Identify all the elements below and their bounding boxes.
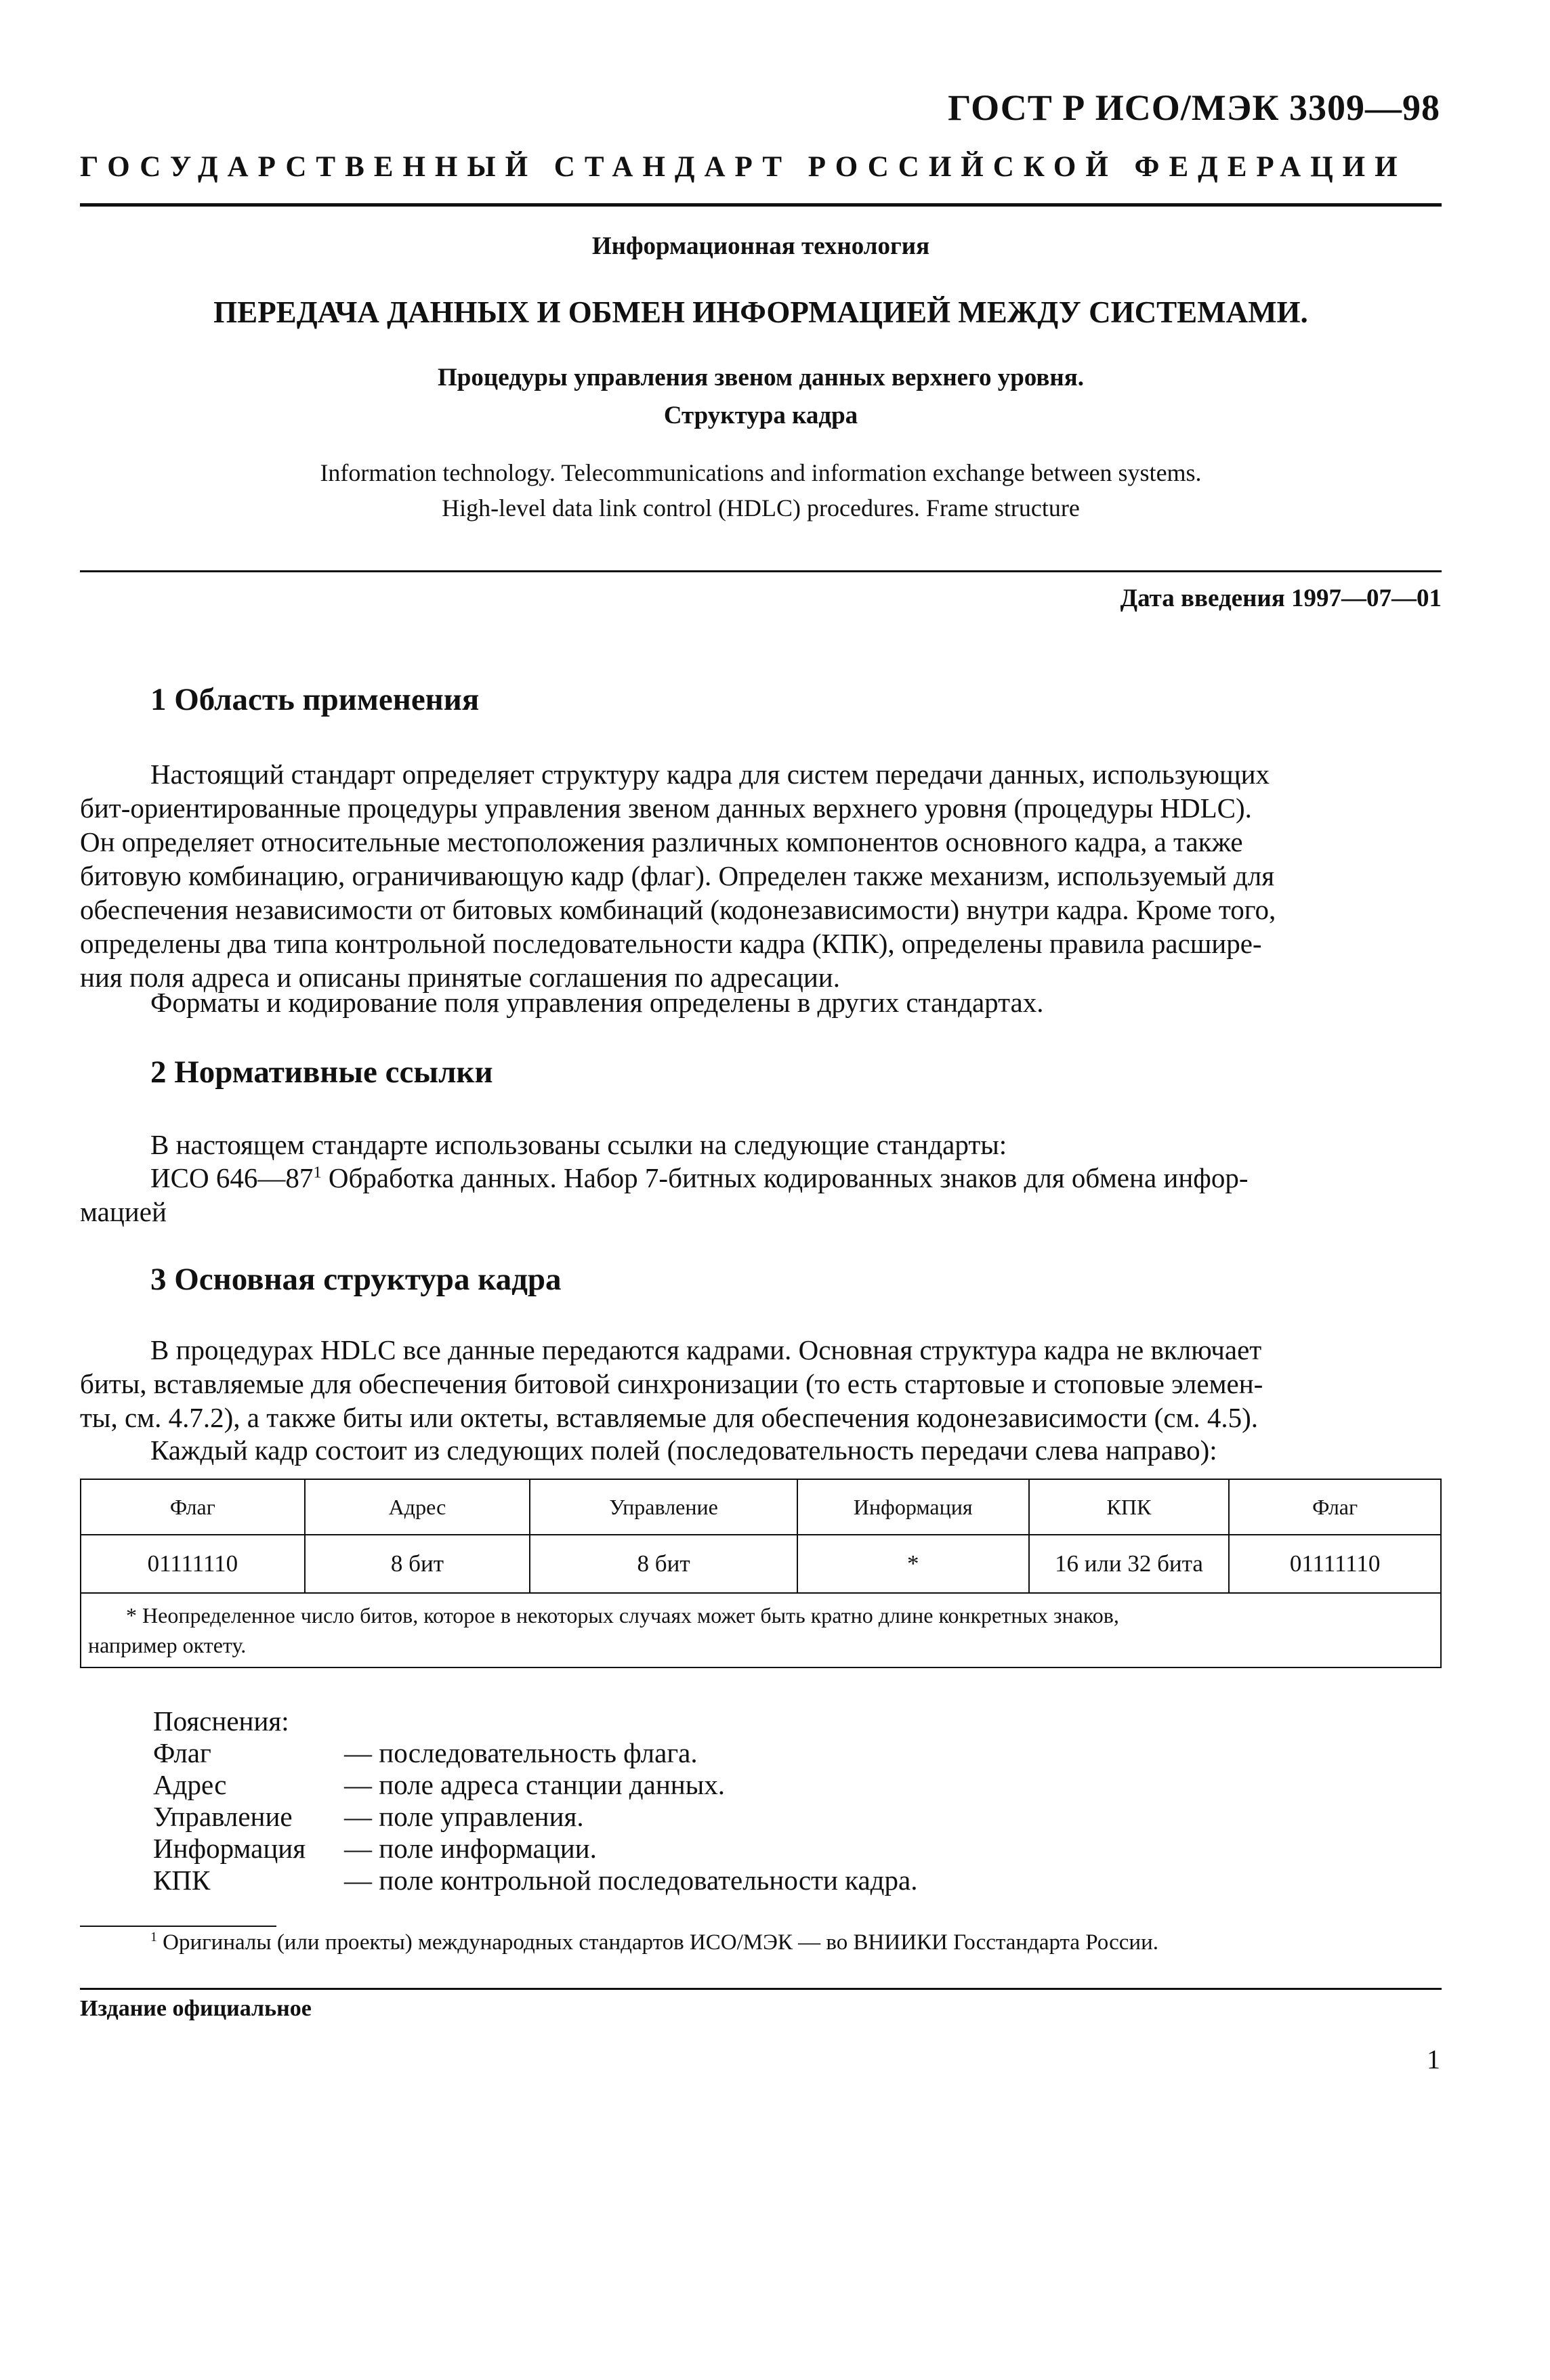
text-line: обеспечения независимости от битовых комбинаций (кодонезависимости) внутри кадра. Кроме того, <box>80 894 1276 925</box>
list-item <box>153 1865 917 1896</box>
text-line: В процедурах HDLC все данные передаются кадрами. Основная структура кадра не включает <box>150 1334 1262 1365</box>
table-cell: 01111110 <box>1229 1535 1441 1593</box>
reference-line: мацией <box>80 1196 167 1227</box>
table-header-cell: Флаг <box>1229 1479 1441 1535</box>
table-note-line: * Неопределенное число битов, которое в некоторых случаях может быть кратно длине конкретных знаков, <box>126 1603 1119 1628</box>
date-of-introduction: Дата введения 1997—07—01 <box>1120 585 1442 612</box>
text-line: ты, см. 4.7.2), а также биты или октеты, вставляемые для обеспечения кодонезависимости (см. 4.5). <box>80 1402 1259 1433</box>
table-cell: 8 бит <box>530 1535 797 1593</box>
footnote-mark: 1 <box>150 1930 157 1945</box>
explanations-list <box>153 1705 917 1896</box>
gost-code: ГОСТ Р ИСО/МЭК 3309—98 <box>948 87 1440 128</box>
section3-paragraph-2: Каждый кадр состоит из следующих полей (последовательность передачи слева направо): <box>150 1435 1217 1466</box>
explanation-definition: — последовательность флага. <box>344 1737 698 1768</box>
list-item <box>153 1833 917 1865</box>
explanation-definition: — поле информации. <box>344 1833 597 1864</box>
explanation-term: Флаг <box>153 1737 211 1768</box>
footnote-divider <box>80 1926 276 1927</box>
explanation-term: Адрес <box>153 1769 227 1800</box>
document-subtitle <box>80 359 1442 435</box>
title-divider <box>80 570 1442 572</box>
text-line: битовую комбинацию, ограничивающую кадр (флаг). Определен также механизм, используемый для <box>80 860 1275 891</box>
explanation-term: Управление <box>153 1801 293 1832</box>
explanation-definition: — поле управления. <box>344 1801 584 1832</box>
table-header-row <box>81 1479 1441 1535</box>
table-note-row <box>81 1593 1441 1667</box>
explanation-term: Информация <box>153 1833 306 1864</box>
reference-title: Обработка данных. Набор 7-битных кодированных знаков для обмена инфор- <box>328 1162 1249 1193</box>
official-edition-label: Издание официальное <box>80 1996 312 2021</box>
section-heading-frame-structure: 3 Основная структура кадра <box>150 1262 562 1297</box>
table-note <box>81 1593 1441 1667</box>
footer-divider <box>80 1988 1442 1990</box>
page-number: 1 <box>1427 2044 1440 2075</box>
table-header-cell: Управление <box>530 1479 797 1535</box>
section1-paragraph-2: Форматы и кодирование поля управления определены в других стандартах. <box>150 987 1044 1018</box>
list-item <box>153 1801 917 1833</box>
section-heading-scope: 1 Область применения <box>150 682 480 717</box>
table-header-cell: Информация <box>797 1479 1029 1535</box>
explanation-definition: — поле адреса станции данных. <box>344 1769 726 1800</box>
list-item <box>153 1769 917 1801</box>
subtitle-line: Структура кадра <box>663 402 858 429</box>
text-line: Он определяет относительные местоположения различных компонентов основного кадра, а также <box>80 826 1243 857</box>
table-cell: 01111110 <box>81 1535 305 1593</box>
normative-reference <box>80 1161 1442 1229</box>
table-note-line: например октету. <box>88 1633 247 1657</box>
english-title <box>80 455 1442 526</box>
text-line: Настоящий стандарт определяет структуру кадра для систем передачи данных, использующих <box>150 759 1270 790</box>
section3-paragraph <box>80 1333 1442 1435</box>
explanation-term: КПК <box>153 1865 211 1896</box>
english-title-line: High-level data link control (HDLC) procedures. Frame structure <box>442 494 1080 522</box>
table-header-cell: Флаг <box>81 1479 305 1535</box>
list-item <box>153 1737 917 1769</box>
section1-paragraph <box>80 757 1442 994</box>
english-title-line: Information technology. Telecommunications and information exchange between systems. <box>320 459 1202 486</box>
section-heading-references: 2 Нормативные ссылки <box>150 1055 493 1090</box>
footnote-text: Оригиналы (или проекты) международных стандартов ИСО/МЭК — во ВНИИКИ Госстандарта России. <box>163 1930 1158 1955</box>
subtitle-line: Процедуры управления звеном данных верхнего уровня. <box>438 364 1084 391</box>
explanations-title: Пояснения: <box>153 1705 289 1737</box>
reference-code: ИСО 646—87 <box>150 1162 314 1193</box>
table-cell: 8 бит <box>305 1535 530 1593</box>
table-row <box>81 1535 1441 1593</box>
table-cell: 16 или 32 бита <box>1029 1535 1230 1593</box>
document-subject: Информационная технология <box>591 232 930 260</box>
explanation-definition: — поле контрольной последовательности кадра. <box>344 1865 918 1896</box>
footnote-mark: 1 <box>313 1163 322 1182</box>
document-title: ПЕРЕДАЧА ДАННЫХ И ОБМЕН ИНФОРМАЦИЕЙ МЕЖДУ СИСТЕМАМИ. <box>213 295 1308 329</box>
reference-line <box>80 1161 1442 1195</box>
text-line: бит-ориентированные процедуры управления звеном данных верхнего уровня (процедуры HDLC). <box>80 792 1252 824</box>
table-cell: * <box>797 1535 1029 1593</box>
frame-structure-table <box>80 1479 1442 1668</box>
table-header-cell: КПК <box>1029 1479 1230 1535</box>
table-header-cell: Адрес <box>305 1479 530 1535</box>
state-standard-heading: ГОСУДАРСТВЕННЫЙ СТАНДАРТ РОССИЙСКОЙ ФЕДЕРАЦИИ <box>80 151 1407 183</box>
footnote <box>150 1930 1158 1955</box>
text-line: ния поля адреса и описаны принятые соглашения по адресации. <box>80 962 840 993</box>
text-line: определены два типа контрольной последовательности кадра (КПК), определены правила расшире- <box>80 928 1262 959</box>
header-divider <box>80 203 1442 207</box>
text-line: биты, вставляемые для обеспечения битовой синхронизации (то есть стартовые и стоповые элемен- <box>80 1368 1263 1399</box>
section2-paragraph: В настоящем стандарте использованы ссылки на следующие стандарты: <box>150 1129 1007 1160</box>
